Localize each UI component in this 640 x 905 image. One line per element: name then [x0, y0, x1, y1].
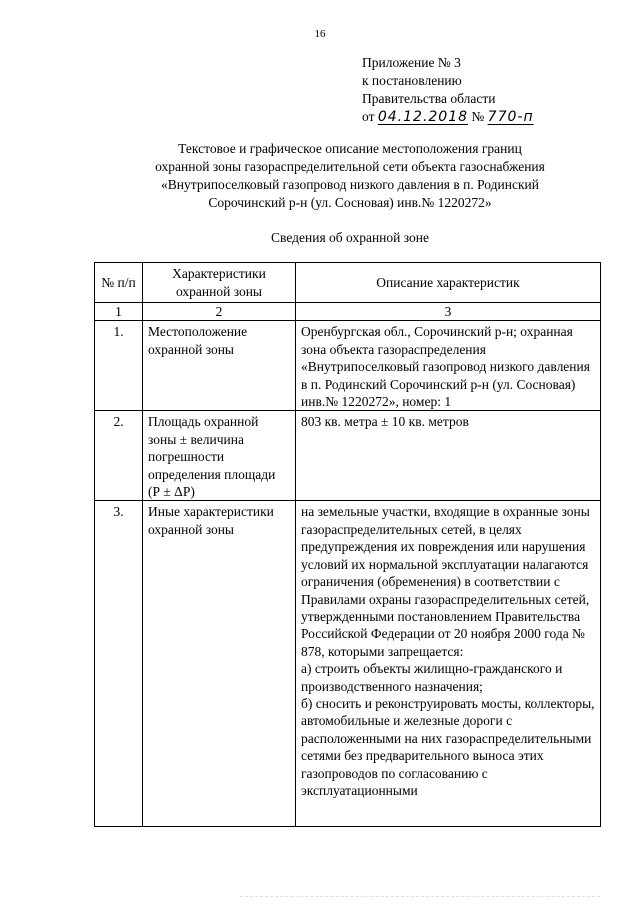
column-number-row [95, 303, 601, 321]
date-prefix: от [362, 109, 375, 124]
page-number: 16 [314, 28, 326, 40]
header-characteristic: Характеристики охранной зоны [143, 263, 296, 303]
header-description: Описание характеристик [296, 263, 601, 303]
row-characteristic: Местоположение охранной зоны [143, 321, 296, 411]
column-number: 3 [296, 303, 601, 321]
table-row [95, 501, 601, 827]
handwritten-date: 04.12.2018 [377, 109, 469, 125]
table-row [95, 411, 601, 501]
document-title [60, 140, 640, 212]
row-description: Оренбургская обл., Сорочинский р-н; охранная зона объекта газораспределения «Внутрипоселковый газопровод низкого давления в п. Родинский Сорочинский р-н (ул. Сосновая) инв.№ 1220272», номер: 1 [296, 321, 601, 411]
row-description: 803 кв. метра ± 10 кв. метров [296, 411, 601, 501]
handwritten-number: 770-п [487, 109, 534, 125]
title-line1: Текстовое и графическое описание местоположения границ [178, 141, 522, 156]
column-number: 2 [143, 303, 296, 321]
appendix-line1: Приложение № 3 [362, 55, 461, 70]
protection-zone-table [94, 262, 601, 827]
column-number: 1 [95, 303, 143, 321]
header-number: № п/п [95, 263, 143, 303]
appendix-block [362, 54, 534, 126]
row-number: 3. [95, 501, 143, 827]
row-number: 1. [95, 321, 143, 411]
row-description: на земельные участки, входящие в охранные зоны газораспределительных сетей, в целях предупреждения их повреждения или нарушения условий их нормальной эксплуатации налагаются ограничения (обременения) в соответствии с Правилами охраны газораспределительных сетей, утвержденными постановлением Правительства Российской Федерации от 20 ноября 2000 года № 878, которыми запрещается: а) строить объекты жилищно-гражданского и производственного назначения; б) сносить и реконструировать мосты, коллекторы, автомобильные и железные дороги с расположенными на них газораспределительными сетями без предварительного выноса этих газопроводов по согласованию с эксплуатационными [296, 501, 601, 827]
table-header-row [95, 263, 601, 303]
number-prefix: № [471, 109, 485, 124]
row-characteristic: Иные характеристики охранной зоны [143, 501, 296, 827]
title-line2: охранной зоны газораспределительной сети объекта газоснабжения [155, 159, 545, 174]
row-characteristic: Площадь охранной зоны ± величина погрешности определения площади (Р ± ΔР) [143, 411, 296, 501]
table-row [95, 321, 601, 411]
section-subtitle: Сведения об охранной зоне [271, 230, 429, 245]
appendix-line3: Правительства области [362, 91, 496, 106]
appendix-line2: к постановлению [362, 73, 462, 88]
title-line4: Сорочинский р-н (ул. Сосновая) инв.№ 1220272» [208, 195, 492, 210]
appendix-date-line [362, 108, 534, 126]
row-number: 2. [95, 411, 143, 501]
scan-artifact [240, 896, 600, 899]
title-line3: «Внутрипоселковый газопровод низкого давления в п. Родинский [161, 177, 539, 192]
